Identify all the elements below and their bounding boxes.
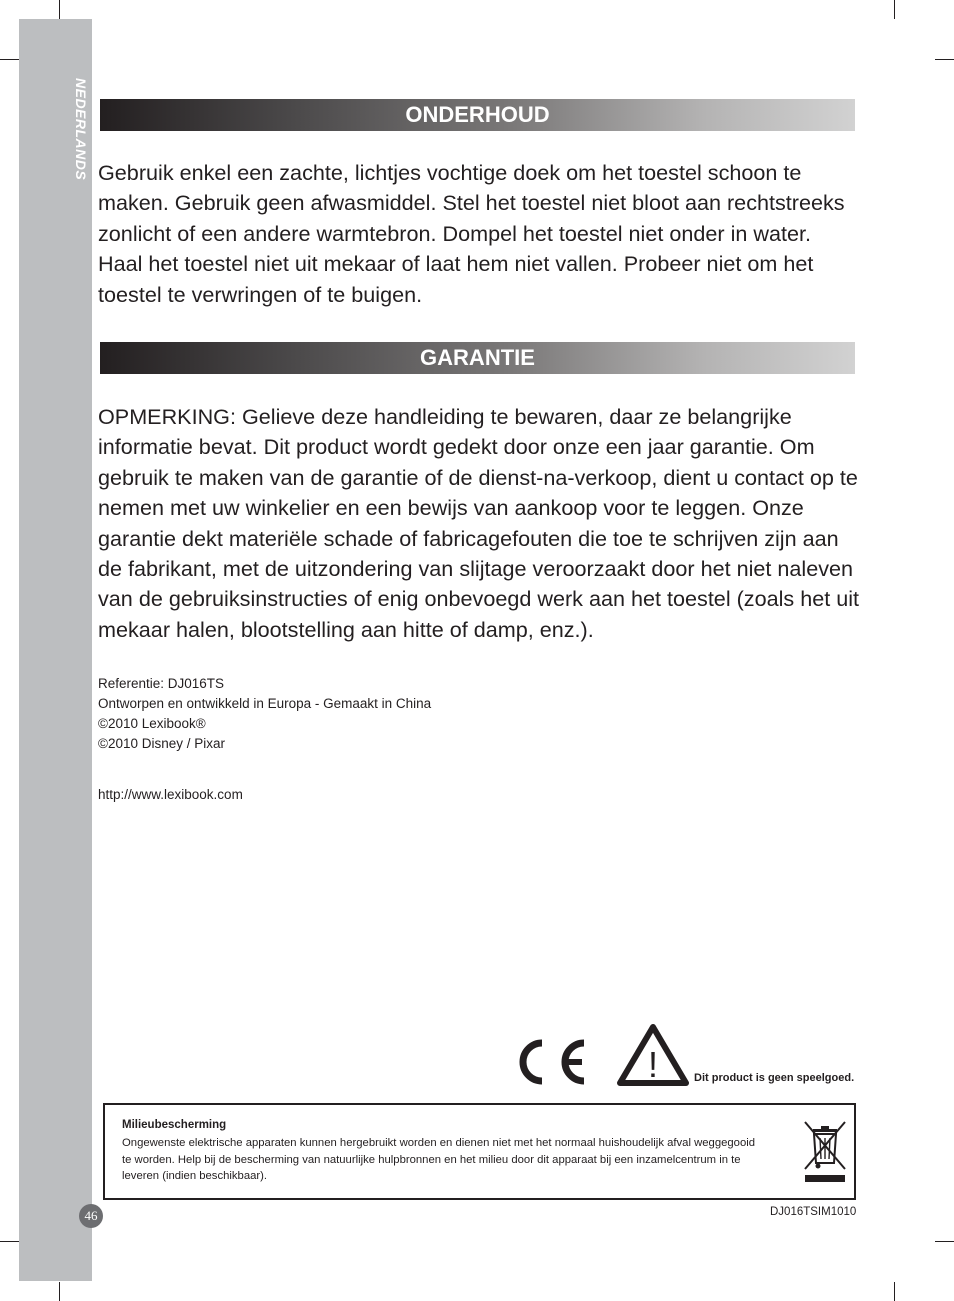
sidebar-language-label: NEDERLANDS bbox=[73, 78, 89, 181]
reference-line: Referentie: DJ016TS bbox=[98, 676, 225, 691]
crop-mark bbox=[0, 59, 19, 60]
crop-mark bbox=[894, 1282, 895, 1301]
toy-warning-text: Dit product is geen speelgoed. bbox=[694, 1072, 855, 1084]
crop-mark bbox=[894, 0, 895, 19]
section-heading-garantie bbox=[100, 342, 855, 374]
environment-notice-box bbox=[103, 1103, 856, 1200]
document-code: DJ016TSIM1010 bbox=[770, 1206, 857, 1218]
language-sidebar bbox=[19, 19, 92, 1281]
copyright-lexibook-line: ©2010 Lexibook® bbox=[98, 716, 206, 731]
crop-mark bbox=[935, 59, 954, 60]
warning-triangle-icon bbox=[617, 1024, 689, 1086]
environment-title: Milieubescherming bbox=[122, 1119, 227, 1131]
crop-mark bbox=[0, 1241, 19, 1242]
crop-mark bbox=[59, 1282, 60, 1301]
crossed-out-bin-icon bbox=[802, 1119, 848, 1183]
page-number-badge: 46 bbox=[79, 1204, 103, 1228]
section-heading-onderhoud bbox=[100, 99, 855, 131]
warning-symbol: ! bbox=[647, 1044, 659, 1085]
product-info bbox=[98, 674, 431, 754]
section-heading-text: ONDERHOUD bbox=[405, 102, 550, 127]
environment-text: Ongewenste elektrische apparaten kunnen hergebruikt worden en dienen niet met het normaal huishoudelijk afval weggegooid te worden. Help bij de bescherming van natuurlijke hulpbronnen en het milieu door dit apparaat bij een inzamelcentrum in te leveren (indien beschikbaar). bbox=[122, 1137, 756, 1182]
website-link[interactable]: http://www.lexibook.com bbox=[98, 787, 243, 802]
crop-mark bbox=[935, 1241, 954, 1242]
warranty-paragraph: OPMERKING: Gelieve deze handleiding te bewaren, daar ze belangrijke informatie bevat. Dit product wordt gedekt door onze een jaar garantie. Om gebruik te maken van de garantie of de dienst-na-verkoop, dient u contact op te nemen met uw winkelier en een bewijs van aankoop voor te leggen. Onze garantie dekt materiële schade of fabricagefouten die toe te schrijven zijn aan de fabrikant, met de uitzondering van slijtage veroorzaakt door het niet naleven van de gebruiksinstructies of enig onbevoegd werk aan het toestel (zoals het uit mekaar halen, blootstelling aan hitte of damp, enz.). bbox=[98, 404, 860, 642]
ce-mark-icon bbox=[516, 1038, 588, 1086]
copyright-disney-line: ©2010 Disney / Pixar bbox=[98, 736, 226, 751]
crop-mark bbox=[59, 0, 60, 19]
origin-line: Ontworpen en ontwikkeld in Europa - Gemaakt in China bbox=[98, 696, 432, 711]
maintenance-paragraph: Gebruik enkel een zachte, lichtjes vochtige doek om het toestel schoon te maken. Gebruik geen afwasmiddel. Stel het toestel niet bloot aan rechtstreeks zonlicht of een andere warmtebron. Dompel het toestel niet onder in water. Haal het toestel niet uit mekaar of laat hem niet vallen. Probeer niet om het toestel te verwringen of te buigen. bbox=[98, 160, 845, 307]
section-heading-text: GARANTIE bbox=[420, 345, 535, 370]
